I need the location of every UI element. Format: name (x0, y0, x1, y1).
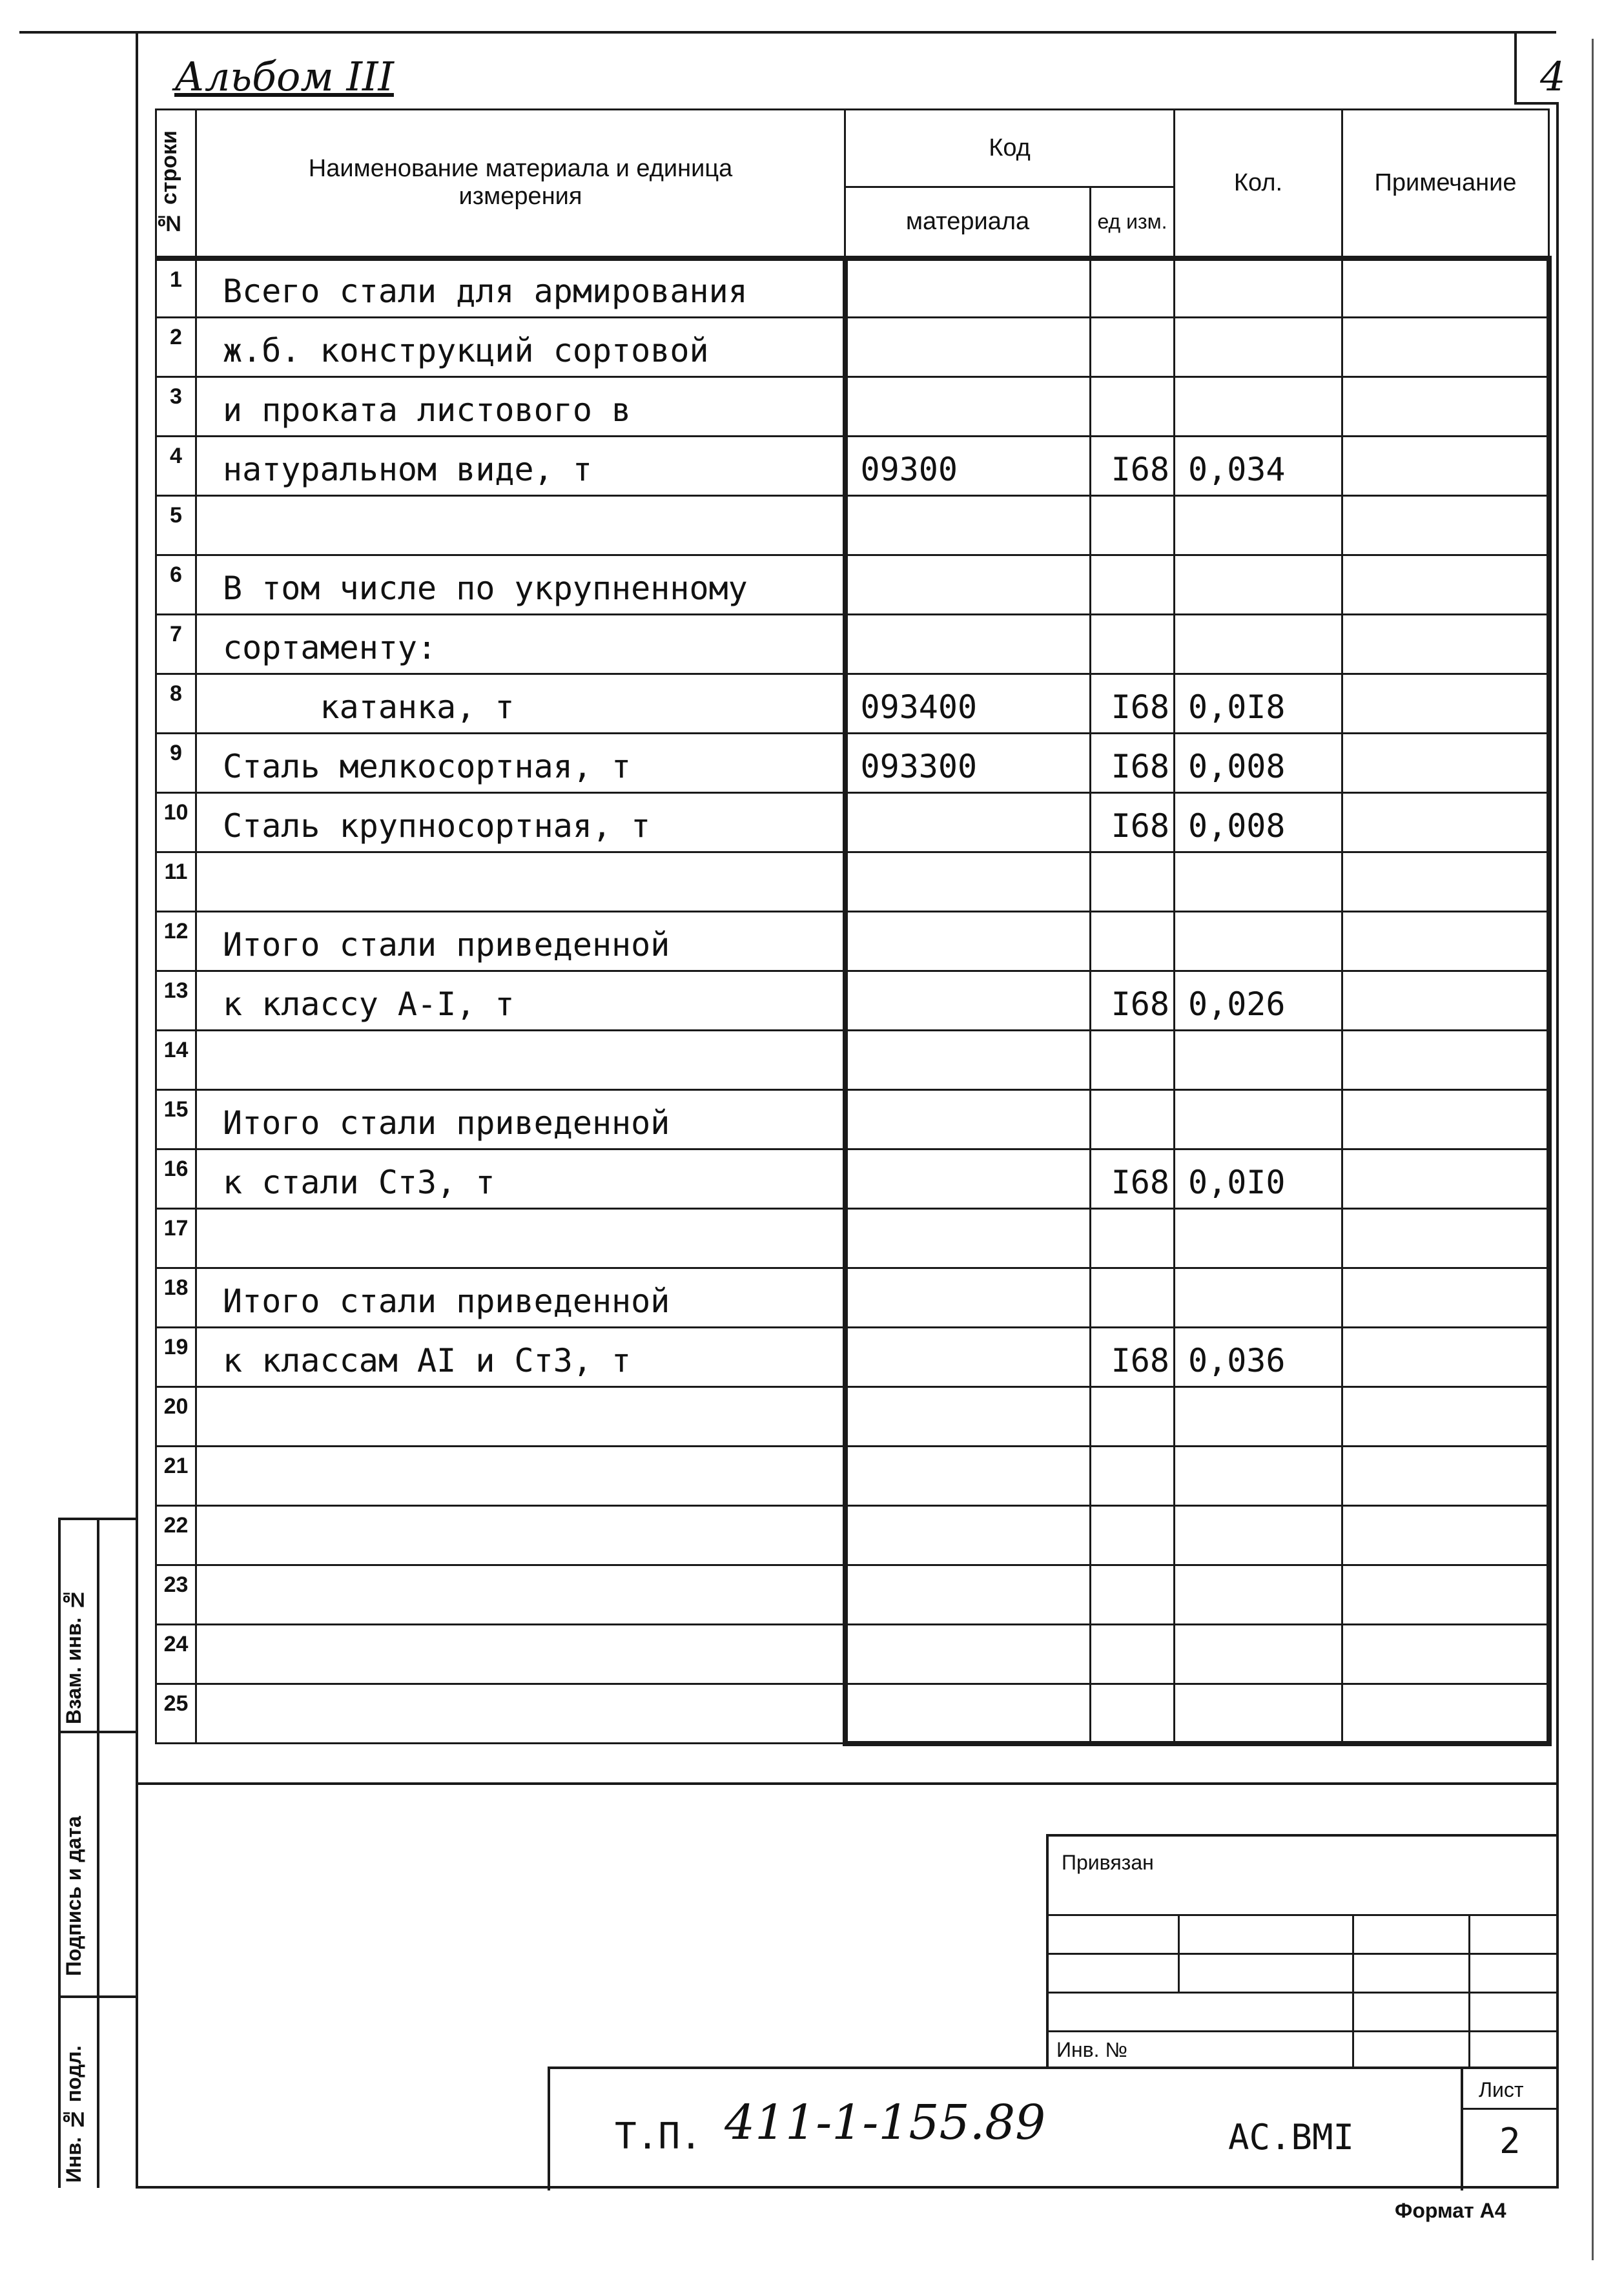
row-qty (1175, 1684, 1342, 1744)
table-row (156, 1031, 1549, 1090)
sheet-label: Лист (1479, 2078, 1524, 2101)
row-unit (1091, 1447, 1175, 1506)
header-code-unit: ед изм. (1091, 187, 1175, 258)
binding-row1 (1049, 1914, 1559, 1916)
row-number: 14 (156, 1031, 196, 1090)
page-corner-box-line (1514, 31, 1517, 103)
row-name (196, 1031, 845, 1090)
table-row (156, 1625, 1549, 1684)
row-code (845, 971, 1091, 1031)
row-number: 4 (156, 437, 196, 496)
side-stamp-left (58, 1518, 61, 2188)
row-unit: I68 (1091, 793, 1175, 852)
row-unit (1091, 555, 1175, 615)
row-unit (1091, 1090, 1175, 1149)
side-stamp-top (58, 1518, 138, 1520)
row-qty (1175, 912, 1342, 971)
binding-col2 (1352, 1914, 1354, 2069)
row-qty (1175, 496, 1342, 555)
row-note (1342, 1565, 1549, 1625)
row-note (1342, 615, 1549, 674)
row-qty (1175, 1031, 1342, 1090)
row-qty: 0,008 (1175, 734, 1342, 793)
table-row (156, 1447, 1549, 1506)
row-unit (1091, 1268, 1175, 1328)
row-note (1342, 1209, 1549, 1268)
row-name: сортаменту: (196, 615, 845, 674)
row-qty (1175, 1565, 1342, 1625)
row-note (1342, 437, 1549, 496)
row-unit (1091, 1684, 1175, 1744)
row-unit (1091, 1565, 1175, 1625)
row-note (1342, 674, 1549, 734)
row-code: 093400 (845, 674, 1091, 734)
row-name (196, 1447, 845, 1506)
row-name: к классам АI и Ст3, т (196, 1328, 845, 1387)
row-unit (1091, 258, 1175, 318)
row-name: натуральном виде, т (196, 437, 845, 496)
row-name (196, 1506, 845, 1565)
row-code (845, 912, 1091, 971)
row-name: Сталь мелкосортная, т (196, 734, 845, 793)
row-unit: I68 (1091, 1328, 1175, 1387)
row-qty: 0,008 (1175, 793, 1342, 852)
binding-inv-label: Инв. № (1056, 2038, 1127, 2061)
row-number: 8 (156, 674, 196, 734)
row-code (845, 1149, 1091, 1209)
table-row (156, 555, 1549, 615)
row-name (196, 1565, 845, 1625)
row-name (196, 1625, 845, 1684)
row-number: 24 (156, 1625, 196, 1684)
binding-row4 (1049, 2030, 1559, 2032)
row-code (845, 1268, 1091, 1328)
row-unit: I68 (1091, 1149, 1175, 1209)
table-bottom-line (136, 1782, 1556, 1785)
row-number: 21 (156, 1447, 196, 1506)
row-code (845, 1565, 1091, 1625)
row-note (1342, 852, 1549, 912)
sheet-cell-divider (1461, 2108, 1559, 2110)
row-note (1342, 1328, 1549, 1387)
row-number: 9 (156, 734, 196, 793)
row-code (845, 1387, 1091, 1447)
row-note (1342, 1149, 1549, 1209)
row-unit: I68 (1091, 674, 1175, 734)
table-row (156, 1090, 1549, 1149)
row-note (1342, 1090, 1549, 1149)
row-qty: 0,034 (1175, 437, 1342, 496)
frame-top-line (19, 31, 1556, 34)
row-code (845, 1209, 1091, 1268)
row-unit (1091, 318, 1175, 377)
row-name: к стали Ст3, т (196, 1149, 845, 1209)
page-number: 4 (1540, 53, 1566, 100)
table-body (156, 258, 1549, 1744)
row-qty (1175, 1268, 1342, 1328)
row-number: 12 (156, 912, 196, 971)
row-qty: 0,0I8 (1175, 674, 1342, 734)
row-number: 15 (156, 1090, 196, 1149)
row-note (1342, 971, 1549, 1031)
table-row (156, 1387, 1549, 1447)
row-qty: 0,0I0 (1175, 1149, 1342, 1209)
row-qty (1175, 1090, 1342, 1149)
row-code (845, 555, 1091, 615)
table-row (156, 1149, 1549, 1209)
row-code (845, 1684, 1091, 1744)
row-qty: 0,026 (1175, 971, 1342, 1031)
row-qty: 0,036 (1175, 1328, 1342, 1387)
binding-row2 (1049, 1953, 1559, 1955)
row-note (1342, 555, 1549, 615)
row-name (196, 1387, 845, 1447)
row-name: Всего стали для армирования (196, 258, 845, 318)
row-number: 6 (156, 555, 196, 615)
row-code (845, 1447, 1091, 1506)
table-row (156, 318, 1549, 377)
row-name: ж.б. конструкций сортовой (196, 318, 845, 377)
side-stamp-vzam: Взам. инв. № (62, 1588, 85, 1724)
header-note: Примечание (1342, 110, 1549, 258)
row-code (845, 1625, 1091, 1684)
material-table (155, 108, 1552, 1746)
row-number: 1 (156, 258, 196, 318)
row-name: Итого стали приведенной (196, 1090, 845, 1149)
row-number: 20 (156, 1387, 196, 1447)
page-corner-box-bottom (1514, 102, 1559, 105)
row-number: 25 (156, 1684, 196, 1744)
table-row (156, 496, 1549, 555)
table-row (156, 1684, 1549, 1744)
row-number: 2 (156, 318, 196, 377)
row-number: 13 (156, 971, 196, 1031)
album-title: Альбом III (174, 53, 394, 100)
row-name: к классу А-I, т (196, 971, 845, 1031)
row-code (845, 852, 1091, 912)
row-number: 19 (156, 1328, 196, 1387)
row-number: 17 (156, 1209, 196, 1268)
row-unit (1091, 912, 1175, 971)
outer-right-edge (1592, 39, 1594, 2260)
row-name: и проката листового в (196, 377, 845, 437)
title-block (548, 2066, 1559, 2190)
row-unit (1091, 377, 1175, 437)
row-number: 10 (156, 793, 196, 852)
doc-code: АС.ВМI (1228, 2117, 1355, 2158)
row-unit: I68 (1091, 971, 1175, 1031)
tp-number: 411-1-155.89 (725, 2095, 1046, 2150)
side-stamp-mid (97, 1518, 99, 2188)
binding-label: Привязан (1062, 1851, 1154, 1874)
row-code (845, 1328, 1091, 1387)
row-qty (1175, 1625, 1342, 1684)
row-qty (1175, 318, 1342, 377)
row-code (845, 496, 1091, 555)
row-code (845, 377, 1091, 437)
row-qty (1175, 258, 1342, 318)
table-row (156, 1506, 1549, 1565)
row-note (1342, 1268, 1549, 1328)
row-note (1342, 734, 1549, 793)
row-note (1342, 318, 1549, 377)
row-name (196, 852, 845, 912)
row-qty (1175, 852, 1342, 912)
binding-col3 (1468, 1914, 1470, 2069)
row-unit (1091, 1387, 1175, 1447)
row-name: Итого стали приведенной (196, 912, 845, 971)
row-note (1342, 1447, 1549, 1506)
table-row (156, 912, 1549, 971)
row-unit (1091, 1506, 1175, 1565)
binding-stamp (1046, 1834, 1559, 2069)
binding-row3 (1049, 1992, 1559, 1994)
row-note (1342, 912, 1549, 971)
table-row (156, 615, 1549, 674)
table-row (156, 971, 1549, 1031)
side-stamp-inv-podl: Инв. № подл. (62, 2045, 85, 2183)
row-qty (1175, 1387, 1342, 1447)
row-note (1342, 496, 1549, 555)
row-code (845, 258, 1091, 318)
row-note (1342, 258, 1549, 318)
row-note (1342, 1387, 1549, 1447)
row-code (845, 793, 1091, 852)
header-row-number: № строки (156, 110, 196, 258)
row-name: В том числе по укрупненному (196, 555, 845, 615)
side-stamp-div2 (58, 1995, 138, 1998)
row-number: 11 (156, 852, 196, 912)
row-number: 5 (156, 496, 196, 555)
row-number: 18 (156, 1268, 196, 1328)
header-code-material: материала (845, 187, 1091, 258)
table-row (156, 852, 1549, 912)
table-row (156, 793, 1549, 852)
binding-col1 (1178, 1914, 1180, 1992)
row-name: Сталь крупносортная, т (196, 793, 845, 852)
row-qty (1175, 1209, 1342, 1268)
row-unit (1091, 1625, 1175, 1684)
row-note (1342, 1031, 1549, 1090)
row-name (196, 496, 845, 555)
header-qty: Кол. (1175, 110, 1342, 258)
table-row (156, 1268, 1549, 1328)
row-qty (1175, 1506, 1342, 1565)
row-note (1342, 1684, 1549, 1744)
table-row (156, 734, 1549, 793)
row-qty (1175, 555, 1342, 615)
table-row (156, 1328, 1549, 1387)
row-number: 3 (156, 377, 196, 437)
table-row (156, 1209, 1549, 1268)
table-row (156, 437, 1549, 496)
row-code (845, 1506, 1091, 1565)
row-code (845, 318, 1091, 377)
row-code (845, 615, 1091, 674)
row-name: катанка, т (196, 674, 845, 734)
row-code (845, 1031, 1091, 1090)
row-unit: I68 (1091, 734, 1175, 793)
row-code: 093300 (845, 734, 1091, 793)
row-unit: I68 (1091, 437, 1175, 496)
row-number: 7 (156, 615, 196, 674)
row-code (845, 1090, 1091, 1149)
row-note (1342, 793, 1549, 852)
row-qty (1175, 615, 1342, 674)
table-row (156, 1565, 1549, 1625)
row-code: 09300 (845, 437, 1091, 496)
table-row (156, 377, 1549, 437)
row-unit (1091, 496, 1175, 555)
row-qty (1175, 377, 1342, 437)
side-stamp-div1 (58, 1731, 138, 1733)
tp-label: Т.П. (615, 2116, 702, 2158)
row-unit (1091, 615, 1175, 674)
row-unit (1091, 1209, 1175, 1268)
row-qty (1175, 1447, 1342, 1506)
row-number: 23 (156, 1565, 196, 1625)
side-stamp-podpis: Подпись и дата (62, 1816, 85, 1976)
table-row (156, 674, 1549, 734)
format-label: Формат А4 (1395, 2199, 1506, 2222)
row-name: Итого стали приведенной (196, 1268, 845, 1328)
frame-left-line (136, 31, 138, 2188)
row-note (1342, 1506, 1549, 1565)
sheet-cell-left (1461, 2069, 1463, 2190)
table-row (156, 258, 1549, 318)
header-name: Наименование материала и единица измерения (196, 110, 845, 258)
row-name (196, 1684, 845, 1744)
header-code: Код (845, 110, 1175, 187)
row-name (196, 1209, 845, 1268)
row-unit (1091, 1031, 1175, 1090)
row-number: 22 (156, 1506, 196, 1565)
row-note (1342, 1625, 1549, 1684)
row-number: 16 (156, 1149, 196, 1209)
sheet-value: 2 (1499, 2121, 1521, 2161)
row-note (1342, 377, 1549, 437)
row-unit (1091, 852, 1175, 912)
